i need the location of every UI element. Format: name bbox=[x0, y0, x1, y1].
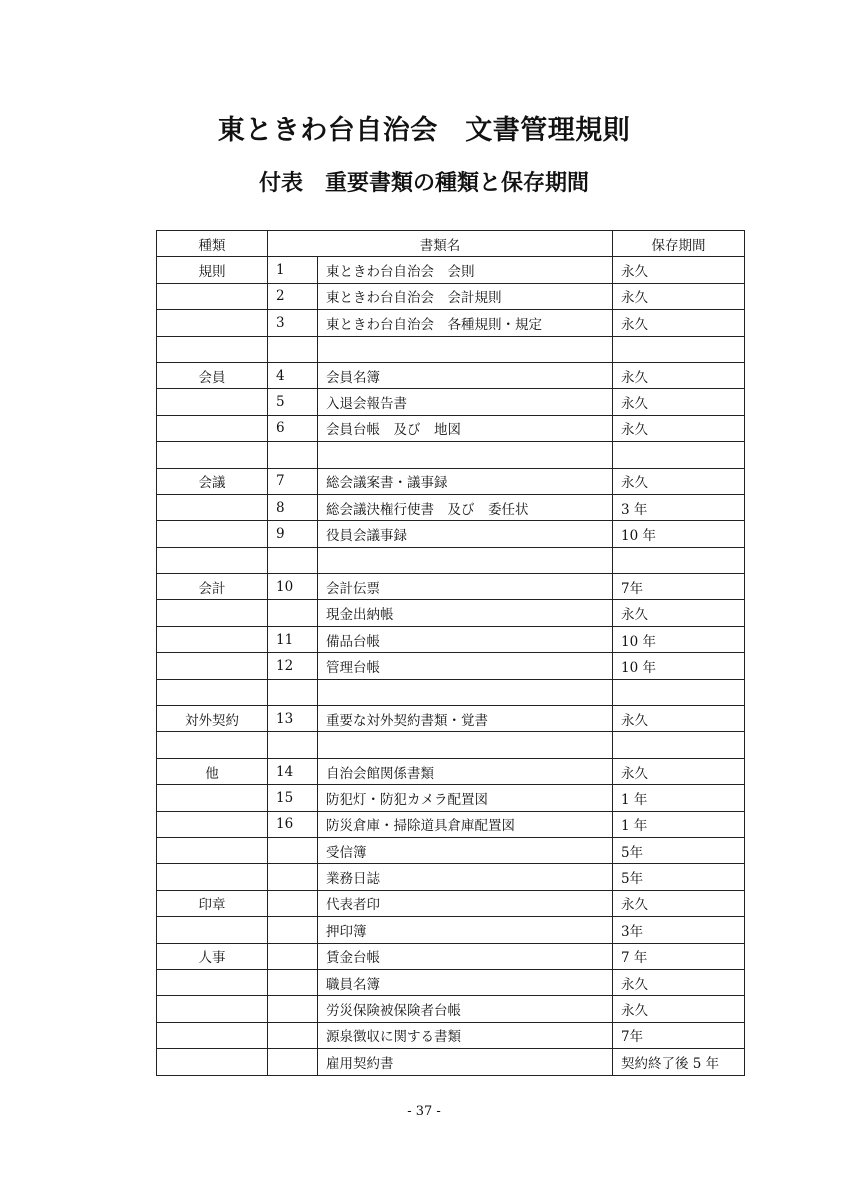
cell-document-name: 源泉徴収に関する書類 bbox=[318, 1022, 613, 1048]
cell-retention-period bbox=[613, 732, 745, 758]
cell-number bbox=[268, 600, 318, 626]
cell-document-name: 業務日誌 bbox=[318, 864, 613, 890]
cell-retention-period: 3 年 bbox=[613, 494, 745, 520]
table-body bbox=[157, 257, 745, 1075]
cell-category: 会員 bbox=[157, 362, 268, 388]
table-row bbox=[157, 943, 745, 969]
table-row bbox=[157, 442, 745, 468]
table-row bbox=[157, 837, 745, 863]
header-document-name: 書類名 bbox=[268, 231, 613, 257]
cell-category bbox=[157, 521, 268, 547]
cell-retention-period bbox=[613, 442, 745, 468]
cell-number: 14 bbox=[268, 758, 318, 784]
table-row bbox=[157, 1022, 745, 1048]
cell-number bbox=[268, 864, 318, 890]
table-row bbox=[157, 864, 745, 890]
cell-retention-period: 永久 bbox=[613, 310, 745, 336]
table-row bbox=[157, 626, 745, 652]
table-header-row bbox=[157, 231, 745, 257]
table-row bbox=[157, 1049, 745, 1075]
cell-number: 5 bbox=[268, 389, 318, 415]
cell-category bbox=[157, 837, 268, 863]
cell-document-name: 会員台帳 及び 地図 bbox=[318, 415, 613, 441]
cell-document-name: 会計伝票 bbox=[318, 574, 613, 600]
cell-retention-period bbox=[613, 547, 745, 573]
cell-retention-period: 5年 bbox=[613, 864, 745, 890]
cell-number bbox=[268, 732, 318, 758]
table-row bbox=[157, 732, 745, 758]
cell-retention-period: 1 年 bbox=[613, 785, 745, 811]
table-row bbox=[157, 468, 745, 494]
cell-category bbox=[157, 732, 268, 758]
cell-number bbox=[268, 547, 318, 573]
cell-number: 1 bbox=[268, 257, 318, 283]
cell-document-name bbox=[318, 732, 613, 758]
cell-document-name: 代表者印 bbox=[318, 890, 613, 916]
cell-number bbox=[268, 1049, 318, 1075]
cell-number: 13 bbox=[268, 706, 318, 732]
cell-category bbox=[157, 600, 268, 626]
cell-retention-period: 永久 bbox=[613, 468, 745, 494]
cell-retention-period: 5年 bbox=[613, 837, 745, 863]
cell-retention-period: 7年 bbox=[613, 574, 745, 600]
header-category: 種類 bbox=[157, 231, 268, 257]
cell-category: 対外契約 bbox=[157, 706, 268, 732]
cell-document-name: 入退会報告書 bbox=[318, 389, 613, 415]
cell-document-name: 備品台帳 bbox=[318, 626, 613, 652]
cell-category: 人事 bbox=[157, 943, 268, 969]
table-row bbox=[157, 811, 745, 837]
cell-retention-period: 永久 bbox=[613, 890, 745, 916]
cell-number: 10 bbox=[268, 574, 318, 600]
cell-retention-period: 永久 bbox=[613, 996, 745, 1022]
retention-table bbox=[156, 230, 745, 1076]
cell-document-name bbox=[318, 336, 613, 362]
cell-category bbox=[157, 547, 268, 573]
table-row bbox=[157, 758, 745, 784]
cell-number: 4 bbox=[268, 362, 318, 388]
cell-category bbox=[157, 415, 268, 441]
table-row bbox=[157, 336, 745, 362]
table-row bbox=[157, 996, 745, 1022]
cell-number bbox=[268, 996, 318, 1022]
cell-document-name: 押印簿 bbox=[318, 917, 613, 943]
cell-document-name: 労災保険被保険者台帳 bbox=[318, 996, 613, 1022]
cell-retention-period: 永久 bbox=[613, 600, 745, 626]
table-row bbox=[157, 547, 745, 573]
cell-category bbox=[157, 1049, 268, 1075]
cell-number: 7 bbox=[268, 468, 318, 494]
table-row bbox=[157, 600, 745, 626]
cell-retention-period: 永久 bbox=[613, 362, 745, 388]
cell-retention-period: 1 年 bbox=[613, 811, 745, 837]
table-row bbox=[157, 785, 745, 811]
table-row bbox=[157, 415, 745, 441]
cell-document-name: 防災倉庫・掃除道具倉庫配置図 bbox=[318, 811, 613, 837]
cell-category bbox=[157, 653, 268, 679]
cell-retention-period: 7 年 bbox=[613, 943, 745, 969]
cell-number: 6 bbox=[268, 415, 318, 441]
cell-category bbox=[157, 1022, 268, 1048]
cell-category: 会計 bbox=[157, 574, 268, 600]
cell-category bbox=[157, 336, 268, 362]
table-row bbox=[157, 574, 745, 600]
cell-retention-period: 永久 bbox=[613, 257, 745, 283]
table-row bbox=[157, 494, 745, 520]
table-row bbox=[157, 362, 745, 388]
cell-number bbox=[268, 890, 318, 916]
cell-number bbox=[268, 1022, 318, 1048]
cell-retention-period: 契約終了後 5 年 bbox=[613, 1049, 745, 1075]
cell-document-name: 重要な対外契約書類・覚書 bbox=[318, 706, 613, 732]
cell-category: 他 bbox=[157, 758, 268, 784]
table-row bbox=[157, 917, 745, 943]
cell-retention-period: 永久 bbox=[613, 758, 745, 784]
table-row bbox=[157, 257, 745, 283]
cell-document-name: 東ときわ台自治会 会計規則 bbox=[318, 283, 613, 309]
cell-number bbox=[268, 837, 318, 863]
table-row bbox=[157, 310, 745, 336]
table-row bbox=[157, 521, 745, 547]
cell-document-name: 総会議案書・議事録 bbox=[318, 468, 613, 494]
cell-document-name: 防犯灯・防犯カメラ配置図 bbox=[318, 785, 613, 811]
cell-document-name: 現金出納帳 bbox=[318, 600, 613, 626]
cell-category bbox=[157, 283, 268, 309]
cell-category: 規則 bbox=[157, 257, 268, 283]
cell-number: 12 bbox=[268, 653, 318, 679]
table-row bbox=[157, 890, 745, 916]
cell-category bbox=[157, 811, 268, 837]
cell-retention-period: 3年 bbox=[613, 917, 745, 943]
cell-number bbox=[268, 969, 318, 995]
cell-number: 11 bbox=[268, 626, 318, 652]
cell-category bbox=[157, 785, 268, 811]
cell-document-name bbox=[318, 679, 613, 705]
cell-number bbox=[268, 442, 318, 468]
cell-document-name: 会員名簿 bbox=[318, 362, 613, 388]
cell-number: 2 bbox=[268, 283, 318, 309]
cell-category bbox=[157, 969, 268, 995]
cell-document-name: 職員名簿 bbox=[318, 969, 613, 995]
cell-document-name bbox=[318, 547, 613, 573]
table-row bbox=[157, 283, 745, 309]
cell-number: 8 bbox=[268, 494, 318, 520]
cell-number bbox=[268, 917, 318, 943]
cell-document-name: 雇用契約書 bbox=[318, 1049, 613, 1075]
cell-retention-period: 永久 bbox=[613, 415, 745, 441]
table-row bbox=[157, 389, 745, 415]
cell-document-name: 受信簿 bbox=[318, 837, 613, 863]
cell-document-name bbox=[318, 442, 613, 468]
cell-category bbox=[157, 442, 268, 468]
cell-category: 印章 bbox=[157, 890, 268, 916]
cell-number: 3 bbox=[268, 310, 318, 336]
cell-document-name: 自治会館関係書類 bbox=[318, 758, 613, 784]
cell-retention-period bbox=[613, 336, 745, 362]
cell-document-name: 東ときわ台自治会 会則 bbox=[318, 257, 613, 283]
cell-category bbox=[157, 494, 268, 520]
cell-retention-period: 永久 bbox=[613, 706, 745, 732]
cell-category bbox=[157, 679, 268, 705]
table-row bbox=[157, 653, 745, 679]
cell-category bbox=[157, 917, 268, 943]
cell-retention-period: 永久 bbox=[613, 969, 745, 995]
cell-number bbox=[268, 336, 318, 362]
cell-number bbox=[268, 679, 318, 705]
cell-document-name: 総会議決権行使書 及び 委任状 bbox=[318, 494, 613, 520]
cell-number: 15 bbox=[268, 785, 318, 811]
table-row bbox=[157, 679, 745, 705]
cell-retention-period: 10 年 bbox=[613, 626, 745, 652]
cell-category bbox=[157, 996, 268, 1022]
cell-category bbox=[157, 864, 268, 890]
cell-number: 9 bbox=[268, 521, 318, 547]
cell-retention-period bbox=[613, 679, 745, 705]
cell-number: 16 bbox=[268, 811, 318, 837]
page-number: - 37 - bbox=[407, 1104, 441, 1119]
cell-category bbox=[157, 389, 268, 415]
document-title: 東ときわ台自治会 文書管理規則 bbox=[217, 115, 631, 146]
cell-retention-period: 永久 bbox=[613, 389, 745, 415]
table-row bbox=[157, 706, 745, 732]
cell-number bbox=[268, 943, 318, 969]
cell-category bbox=[157, 310, 268, 336]
cell-retention-period: 7年 bbox=[613, 1022, 745, 1048]
table-row bbox=[157, 969, 745, 995]
cell-document-name: 賃金台帳 bbox=[318, 943, 613, 969]
cell-document-name: 東ときわ台自治会 各種規則・規定 bbox=[318, 310, 613, 336]
cell-retention-period: 永久 bbox=[613, 283, 745, 309]
cell-category bbox=[157, 626, 268, 652]
document-subtitle: 付表 重要書類の種類と保存期間 bbox=[258, 170, 589, 196]
header-retention-period: 保存期間 bbox=[613, 231, 745, 257]
cell-document-name: 管理台帳 bbox=[318, 653, 613, 679]
cell-category: 会議 bbox=[157, 468, 268, 494]
cell-document-name: 役員会議事録 bbox=[318, 521, 613, 547]
cell-retention-period: 10 年 bbox=[613, 653, 745, 679]
cell-retention-period: 10 年 bbox=[613, 521, 745, 547]
